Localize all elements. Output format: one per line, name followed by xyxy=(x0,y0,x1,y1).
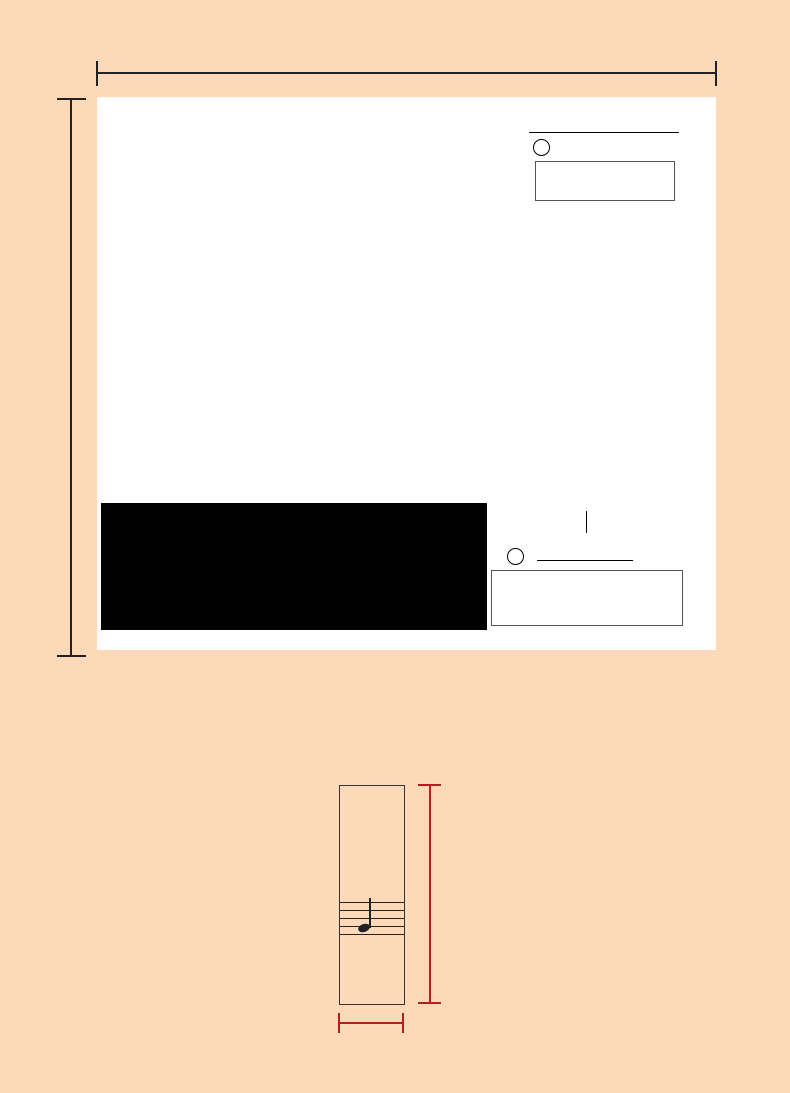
key-table-1 xyxy=(535,161,675,201)
circle-2 xyxy=(507,548,524,565)
circle-1 xyxy=(533,139,550,156)
sticker-sheet xyxy=(97,97,716,650)
sample-staff xyxy=(340,902,404,935)
key-table-2 xyxy=(491,570,683,626)
sample-sticker xyxy=(339,785,405,1005)
black-key-panel xyxy=(101,503,487,630)
